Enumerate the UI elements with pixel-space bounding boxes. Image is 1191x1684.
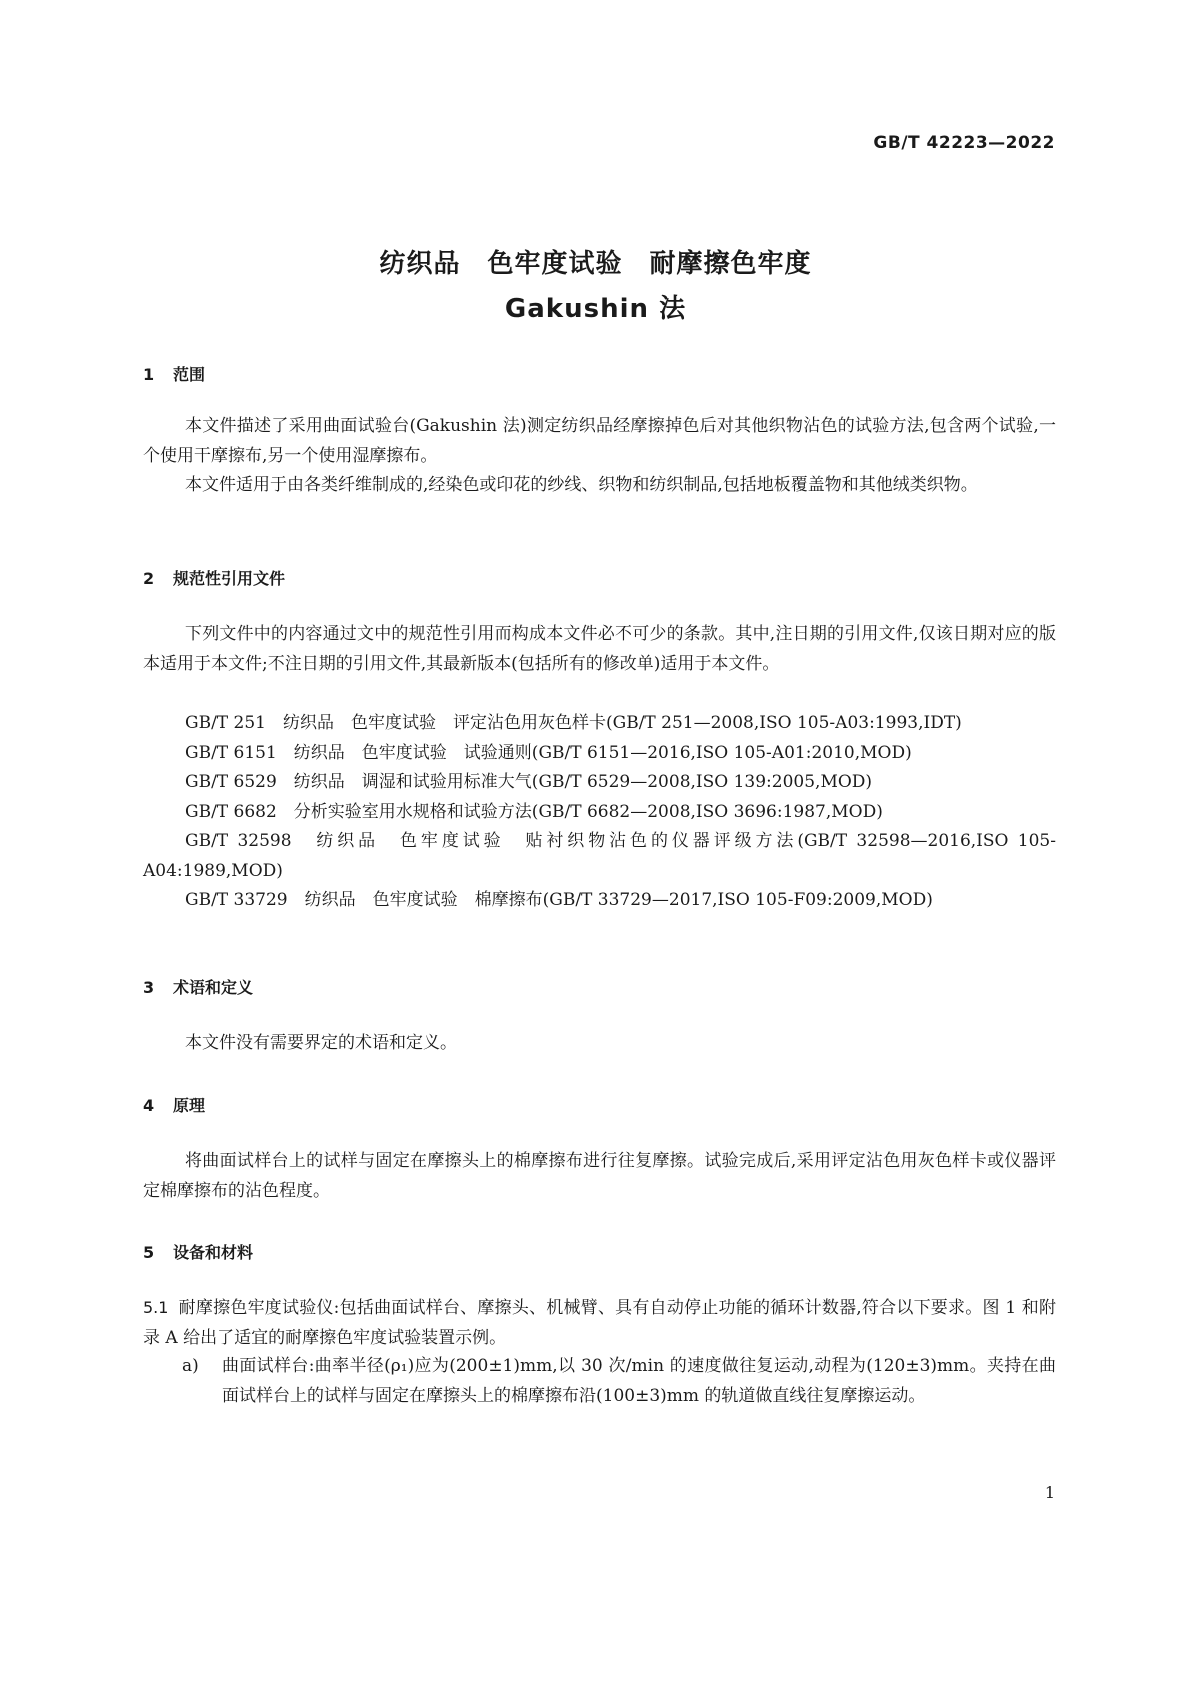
paragraph: 下列文件中的内容通过文中的规范性引用而构成本文件必不可少的条款。其中,注日期的引用文件,仅该日期对应的版本适用于本文件;不注日期的引用文件,其最新版本(包括所有的修改单)适用于本文件。 <box>143 624 1056 674</box>
section-title: 设备和材料 <box>173 1243 254 1262</box>
reference-item: GB/T 251 纺织品 色牢度试验 评定沾色用灰色样卡(GB/T 251—2008,ISO 105-A03:1993,IDT) <box>185 713 962 733</box>
section-body-scope <box>143 412 1056 501</box>
section-body-terms <box>143 1029 1056 1059</box>
standard-number: GB/T 42223—2022 <box>873 133 1055 153</box>
section-number: 4 <box>143 1096 155 1115</box>
section-heading-terms <box>143 975 253 998</box>
paragraph: 本文件没有需要界定的术语和定义。 <box>185 1033 457 1053</box>
section-body-principle <box>143 1147 1056 1206</box>
section-title: 术语和定义 <box>173 978 254 997</box>
section-number: 1 <box>143 365 155 384</box>
section-heading-normative-references <box>143 566 285 589</box>
reference-item: GB/T 33729 纺织品 色牢度试验 棉摩擦布(GB/T 33729—2017,ISO 105-F09:2009,MOD) <box>185 890 933 910</box>
paragraph: 本文件适用于由各类纤维制成的,经染色或印花的纱线、织物和纺织制品,包括地板覆盖物和其他绒类织物。 <box>185 475 978 495</box>
subclause-a <box>182 1352 1056 1411</box>
section-number: 5 <box>143 1243 155 1262</box>
section-number: 3 <box>143 978 155 997</box>
reference-item: GB/T 6151 纺织品 色牢度试验 试验通则(GB/T 6151—2016,ISO 105-A01:2010,MOD) <box>185 742 912 763</box>
section-title: 规范性引用文件 <box>173 569 286 588</box>
paragraph: 本文件描述了采用曲面试验台(Gakushin 法)测定纺织品经摩擦掉色后对其他织物沾色的试验方法,包含两个试验,一个使用干摩擦布,另一个使用湿摩擦布。 <box>143 416 1056 466</box>
paragraph: 将曲面试样台上的试样与固定在摩擦头上的棉摩擦布进行往复摩擦。试验完成后,采用评定沾色用灰色样卡或仪器评定棉摩擦布的沾色程度。 <box>143 1151 1056 1201</box>
document-subtitle: Gakushin 法 <box>504 294 687 324</box>
section-heading-principle <box>143 1093 205 1116</box>
reference-item: GB/T 6529 纺织品 调湿和试验用标准大气(GB/T 6529—2008,ISO 139:2005,MOD) <box>185 772 873 792</box>
page-number: 1 <box>1044 1483 1055 1502</box>
section-title: 原理 <box>173 1096 206 1115</box>
subclause-label: a) <box>182 1356 199 1376</box>
clause-text: 耐摩擦色牢度试验仪:包括曲面试样台、摩擦头、机械臂、具有自动停止功能的循环计数器,符合以下要求。图 1 和附录 A 给出了适宜的耐摩擦色牢度试验装置示例。 <box>143 1298 1056 1348</box>
subclause-text: 曲面试样台:曲率半径(ρ₁)应为(200±1)mm,以 30 次/min 的速度做往复运动,动程为(120±3)mm。夹持在曲面试样台上的试样与固定在摩擦头上的棉摩擦布沿(100±3)mm 的轨道做直线往复摩擦运动。 <box>222 1356 1056 1406</box>
section-heading-scope <box>143 362 205 385</box>
reference-item: GB/T 6682 分析实验室用水规格和试验方法(GB/T 6682—2008,ISO 3696:1987,MOD) <box>185 801 883 822</box>
clause-number: 5.1 <box>143 1298 169 1317</box>
section-number: 2 <box>143 569 155 588</box>
reference-item: GB/T 32598 纺织品 色牢度试验 贴衬织物沾色的仪器评级方法(GB/T 32598—2016,ISO 105-A04:1989,MOD) <box>143 831 1056 881</box>
section-body-normative-references <box>143 620 1056 679</box>
clause-5-1 <box>143 1293 1056 1353</box>
section-title: 范围 <box>173 365 206 384</box>
section-heading-apparatus <box>143 1240 253 1263</box>
document-title: 纺织品 色牢度试验 耐摩擦色牢度 <box>379 249 812 279</box>
reference-list <box>143 709 1056 916</box>
